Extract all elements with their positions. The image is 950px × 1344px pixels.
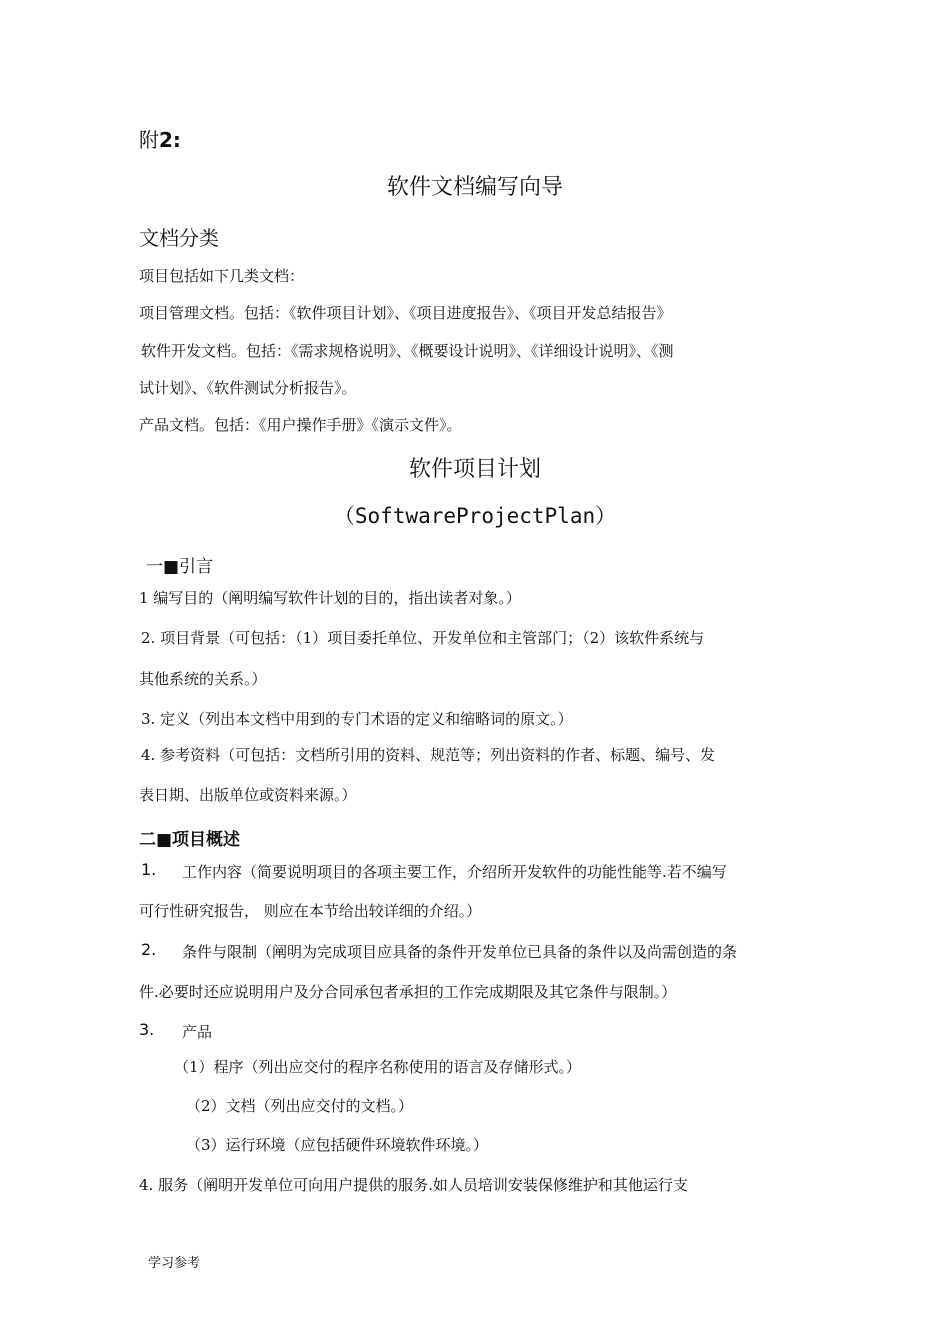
page-footer: 学习参考 [148, 1256, 201, 1271]
overview-item-service: 4. 服务（阐明开发单位可向用户提供的服务.如人员培训安装保修维护和其他运行支 [139, 1176, 688, 1194]
product-sub-documents: （2）文档（列出应交付的文档。） [186, 1097, 414, 1115]
doc-class-product: 产品文档。包括：《用户操作手册》《演示文件》。 [139, 416, 462, 434]
product-sub-environment: （3）运行环境（应包括硬件环境软件环境。） [186, 1136, 489, 1154]
intro-item-references-cont: 表日期、出版单位或资料来源。） [139, 786, 357, 804]
plan-subtitle: （SoftwareProjectPlan） [333, 504, 617, 528]
overview-item-work: 工作内容（简要说明项目的各项主要工作，介绍所开发软件的功能性能等.若不编写 [182, 863, 727, 881]
intro-item-background-cont: 其他系统的关系。） [139, 670, 267, 688]
plan-title: 软件项目计划 [408, 457, 541, 482]
overview-item-2-number: 2. [141, 940, 157, 959]
appendix-prefix: 附 [139, 128, 159, 152]
intro-item-references: 4. 参考资料（可包括：文档所引用的资料、规范等；列出资料的作者、标题、编号、发 [141, 746, 716, 764]
doc-class-intro: 项目包括如下几类文档： [139, 267, 305, 285]
doc-class-development-cont: 试计划》、《软件测试分析报告》。 [139, 379, 357, 397]
appendix-number: 2: [159, 128, 181, 152]
overview-item-product: 产品 [182, 1023, 213, 1041]
document-title: 软件文档编写向导 [386, 175, 563, 200]
section-intro-heading: 一■引言 [146, 557, 214, 577]
doc-class-management: 项目管理文档。包括：《软件项目计划》、《项目进度报告》、《项目开发总结报告》 [139, 304, 672, 322]
overview-item-constraints: 条件与限制（阐明为完成项目应具备的条件开发单位已具备的条件以及尚需创造的条 [182, 943, 738, 961]
intro-item-definitions: 3. 定义（列出本文档中用到的专门术语的定义和缩略词的原文。） [141, 710, 573, 728]
section-overview-heading: 二■项目概述 [139, 830, 241, 850]
doc-class-development: 软件开发文档。包括：《需求规格说明》、《概要设计说明》、《详细设计说明》、《测 [141, 342, 674, 360]
overview-item-constraints-cont: 件.必要时还应说明用户及分合同承包者承担的工作完成期限及其它条件与限制。） [139, 983, 677, 1001]
overview-item-3-number: 3. [139, 1020, 155, 1039]
appendix-label [139, 124, 181, 153]
overview-item-work-cont: 可行性研究报告， 则应在本节给出较详细的介绍。） [139, 902, 482, 920]
product-sub-program: （1）程序（列出应交付的程序名称使用的语言及存储形式。） [174, 1058, 582, 1076]
doc-class-heading: 文档分类 [139, 226, 219, 250]
overview-item-1-number: 1. [141, 860, 157, 879]
intro-item-purpose: 1 编写目的（阐明编写软件计划的目的，指出读者对象。） [139, 589, 521, 607]
intro-item-background: 2. 项目背景（可包括：（1）项目委托单位、开发单位和主管部门；（2）该软件系统与 [141, 629, 705, 647]
